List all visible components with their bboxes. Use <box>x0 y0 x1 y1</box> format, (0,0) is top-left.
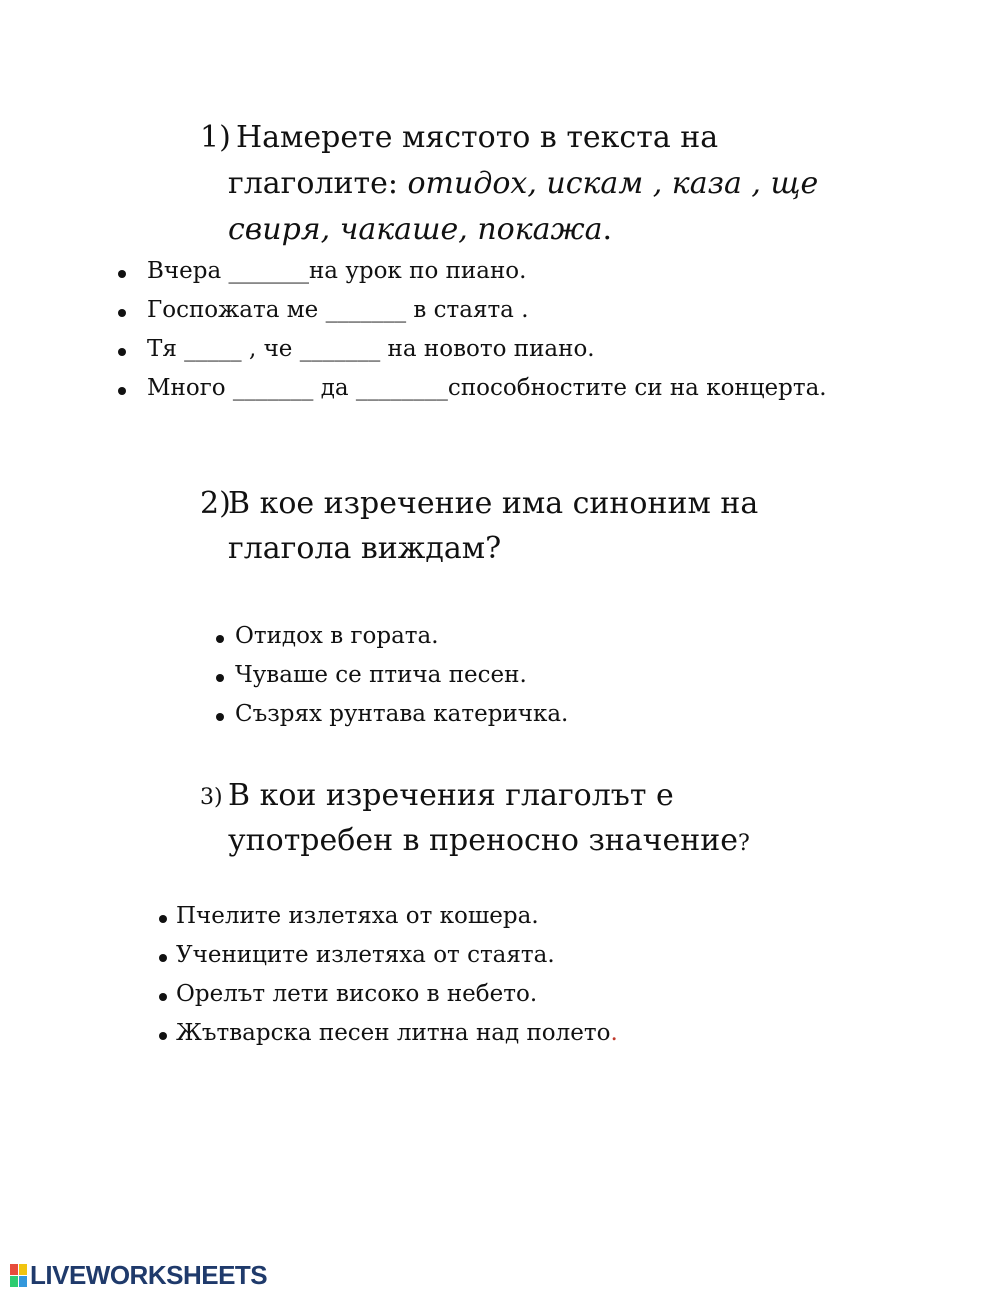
bullet-dot <box>216 674 224 682</box>
logo-block <box>10 1264 18 1275</box>
question-1-verbs-part-1: отидох, искам , каза , ще <box>407 166 819 201</box>
question-2-line-1: В кое изречение има синоним на <box>228 486 759 521</box>
question-1-line-3-end: . <box>602 212 613 247</box>
question-1-sentence-2: Госпожата ме _______ в стаята . <box>147 297 529 323</box>
question-3-sentence-4-period: . <box>610 1020 618 1046</box>
question-2-sentence-2: Чуваше се птича песен. <box>235 662 527 688</box>
question-1-verbs-part-2: свиря, чакаше, покажа <box>228 212 603 247</box>
question-3-sentence-2: Учениците излетяха от стаята. <box>176 942 555 968</box>
question-3-sentence-1: Пчелите излетяха от кошера. <box>176 903 539 929</box>
logo-text: LIVEWORKSHEETS <box>30 1260 268 1290</box>
question-1-line-3 <box>228 212 612 247</box>
question-1-sentence-1: Вчера _______на урок по пиано. <box>147 258 527 284</box>
question-3-line-2 <box>228 823 750 858</box>
bullet-dot <box>118 309 126 317</box>
question-3-sentence-4-text: Жътварска песен литна над полето <box>176 1020 611 1046</box>
question-3-question-mark: ? <box>738 831 750 856</box>
bullet-dot <box>159 993 167 1001</box>
question-1-line-2 <box>228 166 818 201</box>
bullet-dot <box>216 713 224 721</box>
question-3-number: 3) <box>200 785 223 810</box>
logo-block <box>10 1276 18 1287</box>
question-1-number: 1) <box>200 120 231 155</box>
bullet-dot <box>216 635 224 643</box>
question-2-sentence-3: Съзрях рунтава катеричка. <box>235 701 569 727</box>
question-3-line-1: В кои изречения глаголът е <box>228 778 674 813</box>
question-1-line-1: Намерете мястото в текста на <box>236 120 719 155</box>
logo-block <box>19 1276 27 1287</box>
question-1-sentence-3: Тя _____ , че _______ на новото пиано. <box>147 336 595 362</box>
question-3-line-2-text: употребен в преносно значение <box>228 823 739 858</box>
question-1-sentence-4: Много _______ да ________способностите си на концерта. <box>147 375 827 401</box>
question-2-sentence-1: Отидох в гората. <box>235 623 439 649</box>
question-2-line-2: глагола виждам? <box>228 531 502 566</box>
bullet-dot <box>159 915 167 923</box>
question-2-number: 2) <box>200 486 231 521</box>
bullet-dot <box>118 270 126 278</box>
bullet-dot <box>159 954 167 962</box>
question-3-sentence-3: Орелът лети високо в небето. <box>176 981 538 1007</box>
question-3-sentence-4 <box>176 1020 618 1046</box>
question-1-line-2-prefix: глаголите: <box>228 166 408 201</box>
liveworksheets-logo <box>10 1260 267 1291</box>
bullet-dot <box>118 348 126 356</box>
logo-block <box>19 1264 27 1275</box>
bullet-dot <box>159 1032 167 1040</box>
logo-blocks-icon <box>10 1264 27 1287</box>
bullet-dot <box>118 387 126 395</box>
